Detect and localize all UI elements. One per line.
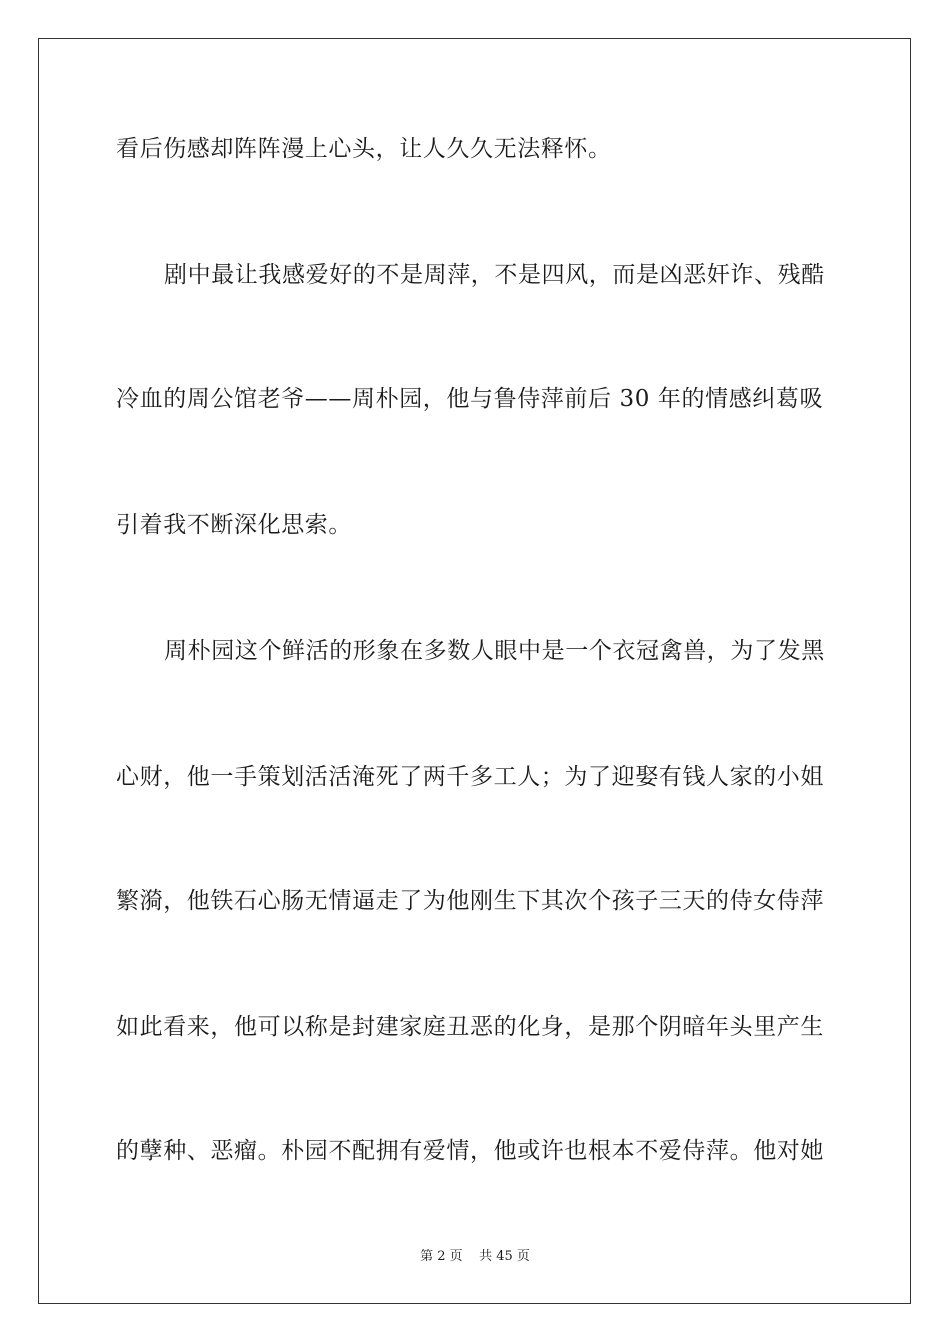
text-line-9: 的孽种、恶瘤。朴园不配拥有爱情，他或许也根本不爱侍萍。他对她 xyxy=(116,1138,824,1164)
text-line-3: 冷血的周公馆老爷——周朴园，他与鲁侍萍前后 30 年的情感纠葛吸 xyxy=(116,386,824,412)
text-line-5: 周朴园这个鲜活的形象在多数人眼中是一个衣冠禽兽，为了发黑 xyxy=(164,638,825,664)
page-border xyxy=(38,38,911,1304)
text-line-2: 剧中最让我感爱好的不是周萍，不是四风，而是凶恶奸诈、残酷 xyxy=(164,262,825,288)
page-number-footer: 第 2 页 共 45 页 xyxy=(420,1249,530,1264)
text-line-6: 心财，他一手策划活活淹死了两千多工人；为了迎娶有钱人家的小姐 xyxy=(116,764,824,790)
text-line-7: 繁漪，他铁石心肠无情逼走了为他刚生下其次个孩子三天的侍女侍萍 xyxy=(116,888,824,914)
text-line-1: 看后伤感却阵阵漫上心头，让人久久无法释怀。 xyxy=(116,136,612,162)
text-line-4: 引着我不断深化思索。 xyxy=(116,512,352,538)
text-line-8: 如此看来，他可以称是封建家庭丑恶的化身，是那个阴暗年头里产生 xyxy=(116,1014,824,1040)
